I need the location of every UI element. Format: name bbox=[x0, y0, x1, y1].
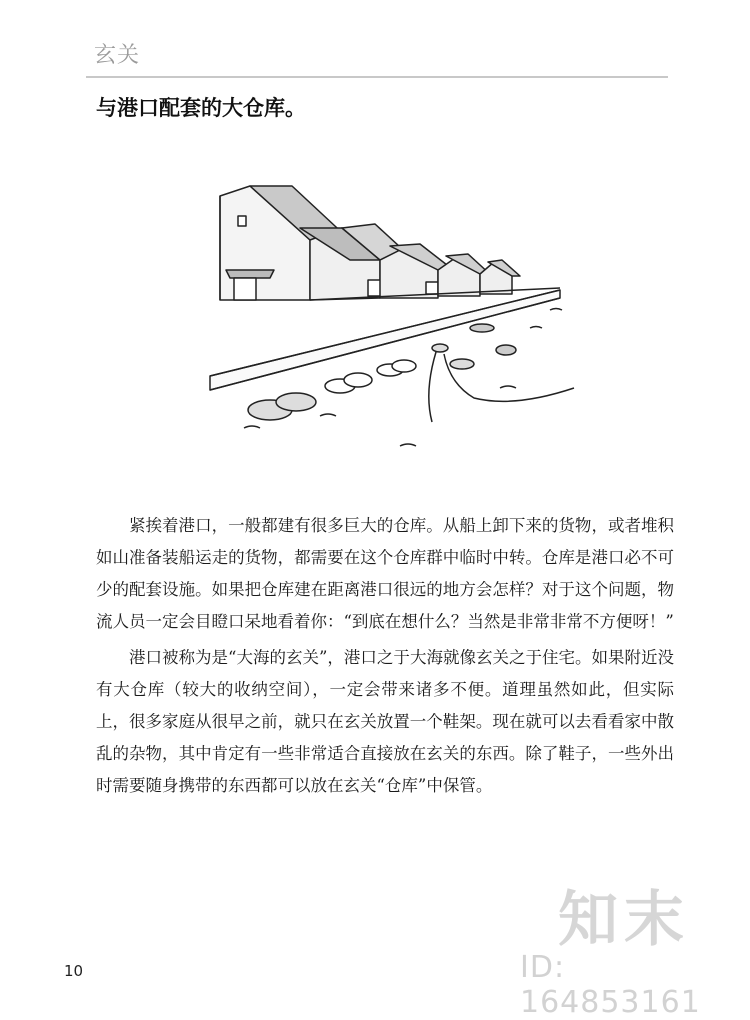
page-number: 10 bbox=[64, 962, 84, 980]
section-header: 玄关 bbox=[94, 43, 141, 68]
body-text bbox=[96, 510, 674, 806]
watermark-id: ID: 164853161 bbox=[520, 950, 701, 1020]
watermark-logo: 知末 bbox=[558, 885, 690, 955]
warehouse-harbor-illustration bbox=[200, 178, 590, 468]
header-divider bbox=[86, 76, 668, 78]
page-subtitle: 与港口配套的大仓库。 bbox=[96, 96, 306, 120]
paragraph: 紧挨着港口，一般都建有很多巨大的仓库。从船上卸下来的货物，或者堆积如山准备装船运走的货物，都需要在这个仓库群中临时中转。仓库是港口必不可少的配套设施。如果把仓库建在距离港口很远的地方会怎样？对于这个问题，物流人员一定会目瞪口呆地看着你：“到底在想什么？当然是非常非常不方便呀！” bbox=[96, 516, 674, 631]
paragraph: 港口被称为是“大海的玄关”，港口之于大海就像玄关之于住宅。如果附近没有大仓库（较大的收纳空间），一定会带来诸多不便。道理虽然如此，但实际上，很多家庭从很早之前，就只在玄关放置一个鞋架。现在就可以去看看家中散乱的杂物，其中肯定有一些非常适合直接放在玄关的东西。除了鞋子，一些外出时需要随身携带的东西都可以放在玄关“仓库”中保管。 bbox=[96, 648, 674, 795]
